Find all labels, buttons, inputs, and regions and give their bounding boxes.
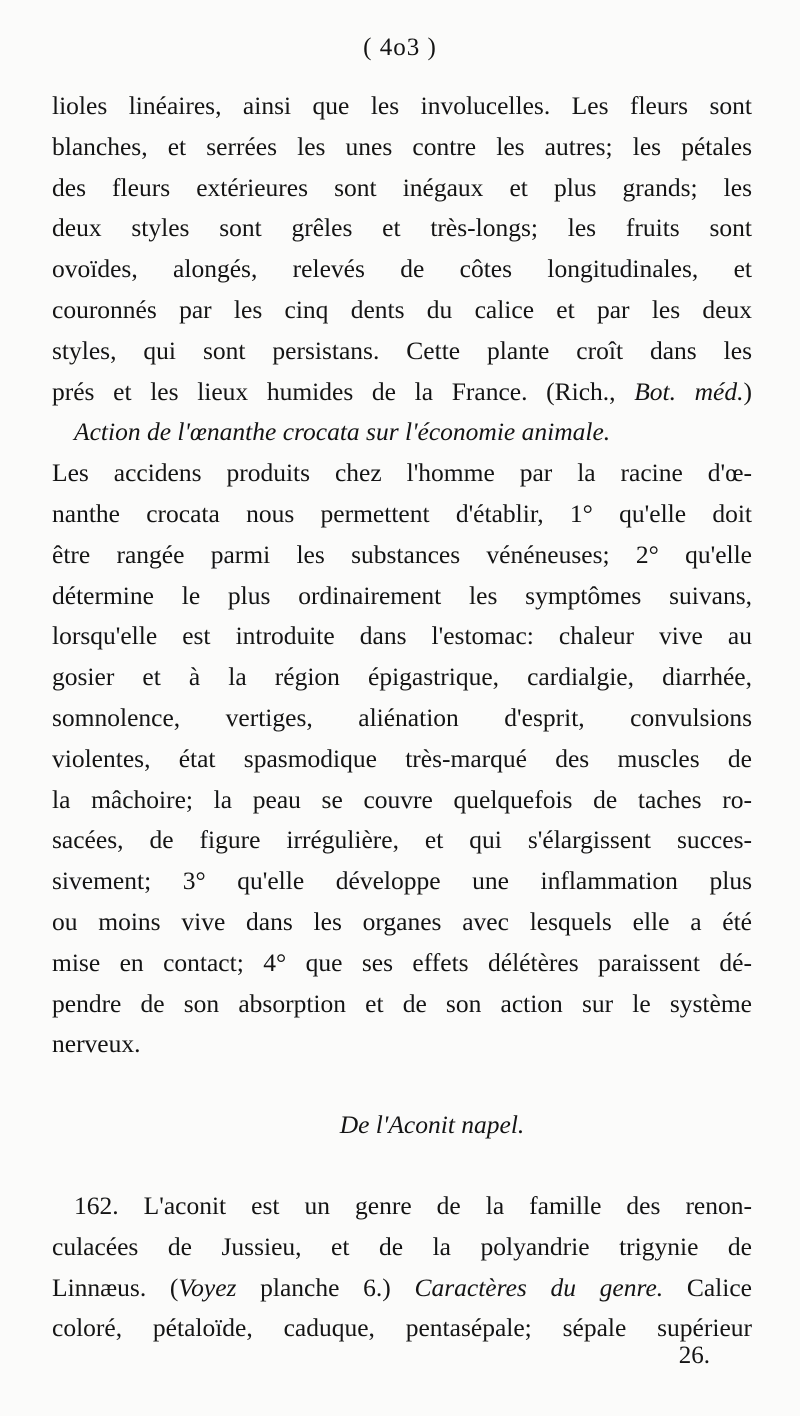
text-line: être rangée parmi les substances vénéneuses; 2° qu'elle <box>52 539 752 569</box>
spacer <box>52 1146 752 1186</box>
text-line: ovoïdes, alongés, relevés de côtes longitudinales, et <box>52 254 752 284</box>
text-line: lorsqu'elle est introduite dans l'estomac: chaleur vive au <box>52 621 752 651</box>
text-line: ou moins vive dans les organes avec lesquels elle a été <box>52 906 752 936</box>
text-line: blanches, et serrées les unes contre les autres; les pétales <box>52 131 752 161</box>
text-line: deux styles sont grêles et très-longs; les fruits sont <box>52 213 752 243</box>
text-line: sivement; 3° qu'elle développe une inflammation plus <box>52 866 752 896</box>
page-number: ( 4o3 ) <box>363 34 437 61</box>
text-line: styles, qui sont persistans. Cette plante croît dans les <box>52 335 752 365</box>
action-heading: Action de l'œnanthe crocata sur l'économie animale. <box>74 417 611 447</box>
text-line-citation <box>52 372 752 413</box>
text-line: mise en contact; 4° que ses effets délétères paraissent dé- <box>52 947 752 977</box>
citation-end: ) <box>743 376 752 406</box>
text-line: culacées de Jussieu, et de la polyandrie trigynie de <box>52 1231 752 1261</box>
text-line: 162. L'aconit est un genre de la famille des renon- <box>74 1190 752 1220</box>
planche-text: planche 6.) <box>236 1272 415 1302</box>
text-line: sacées, de figure irrégulière, et qui s'élargissent succes- <box>52 825 752 855</box>
text-line: la mâchoire; la peau se couvre quelquefois de taches ro- <box>52 784 752 814</box>
text-line: nerveux. <box>52 1029 141 1059</box>
text-line: détermine le plus ordinairement les symptômes suivans, <box>52 580 752 610</box>
text-line-linnaeus <box>52 1268 752 1309</box>
linnaeus-text: Linnæus. ( <box>52 1272 179 1302</box>
signature-mark: 26. <box>678 1342 710 1369</box>
citation-text: prés et les lieux humides de la France. (Rich., <box>52 376 635 406</box>
text-line: gosier et à la région épigastrique, cardialgie, diarrhée, <box>52 662 752 692</box>
text-line: couronnés par les cinq dents du calice et par les deux <box>52 294 752 324</box>
citation-italic: Bot. méd. <box>634 376 744 406</box>
text-line: nanthe crocata nous permettent d'établir, 1° qu'elle doit <box>52 498 752 528</box>
section-heading: De l'Aconit napel. <box>339 1110 525 1140</box>
calice-text: Calice <box>663 1272 752 1302</box>
text-line: coloré, pétaloïde, caduque, pentasépale; sépale supérieur <box>52 1313 752 1343</box>
text-line: violentes, état spasmodique très-marqué des muscles de <box>52 743 752 773</box>
text-line: des fleurs extérieures sont inégaux et plus grands; les <box>52 172 752 202</box>
text-line: somnolence, vertiges, aliénation d'esprit, convulsions <box>52 702 752 732</box>
voyez-italic: Voyez <box>178 1272 237 1302</box>
text-line: pendre de son absorption et de son action sur le système <box>52 988 752 1018</box>
body-text <box>52 86 752 1349</box>
caracteres-italic: Caractères du genre. <box>414 1272 664 1302</box>
text-line: lioles linéaires, ainsi que les involucelles. Les fleurs sont <box>52 91 752 120</box>
text-line: Les accidens produits chez l'homme par la racine d'œ- <box>52 458 752 488</box>
spacer <box>52 1065 752 1105</box>
